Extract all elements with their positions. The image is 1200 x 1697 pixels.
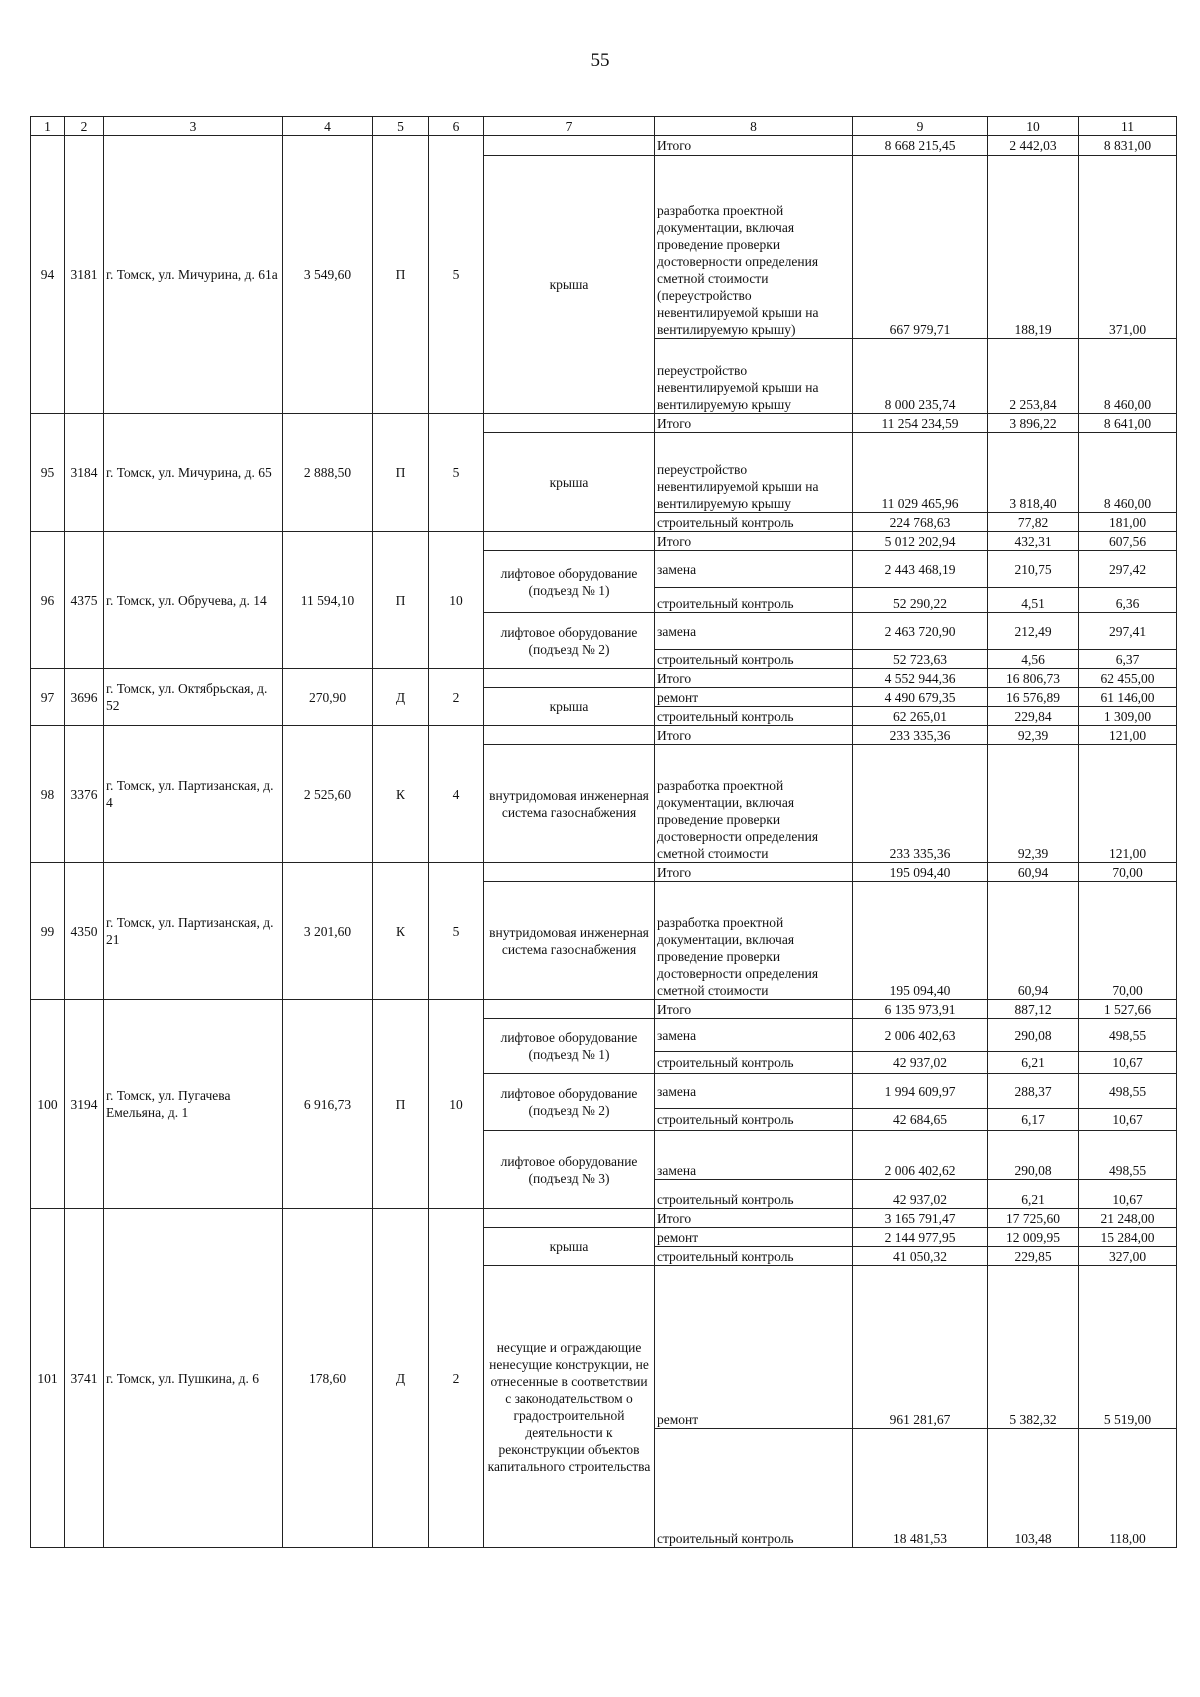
cost-limit: 10,67 [1079, 1052, 1177, 1074]
repair-table [30, 116, 1177, 1548]
work-type: замена [655, 1131, 853, 1180]
area: 2 525,60 [283, 726, 373, 863]
area: 6 916,73 [283, 1000, 373, 1209]
wall-material: П [373, 1000, 429, 1209]
floors: 5 [429, 414, 484, 532]
address: г. Томск, ул. Партизанская, д. 4 [104, 726, 283, 863]
total-label: Итого [655, 414, 853, 433]
structural-element: лифтовое оборудование (подъезд № 2) [484, 1074, 655, 1131]
cost-per-sqm: 432,31 [988, 532, 1079, 551]
cost-value: 3 165 791,47 [853, 1209, 988, 1228]
cost-value: 233 335,36 [853, 726, 988, 745]
address: г. Томск, ул. Партизанская, д. 21 [104, 863, 283, 1000]
address: г. Томск, ул. Пугачева Емельяна, д. 1 [104, 1000, 283, 1209]
total-label: Итого [655, 1000, 853, 1019]
house-code: 3696 [65, 669, 104, 726]
area: 3 201,60 [283, 863, 373, 1000]
total-label: Итого [655, 863, 853, 882]
floors: 4 [429, 726, 484, 863]
table-row [31, 1000, 1177, 1019]
header-cell: 6 [429, 117, 484, 136]
cost-limit: 8 831,00 [1079, 136, 1177, 156]
cost-per-sqm: 5 382,32 [988, 1266, 1079, 1429]
header-cell: 11 [1079, 117, 1177, 136]
page-number: 55 [590, 50, 610, 71]
repair-table-wrap [30, 116, 1177, 1548]
table-row [31, 414, 1177, 433]
cost-value: 2 443 468,19 [853, 551, 988, 588]
work-type: ремонт [655, 688, 853, 707]
structural-element: крыша [484, 433, 655, 532]
floors: 10 [429, 1000, 484, 1209]
cost-limit: 181,00 [1079, 513, 1177, 532]
header-row [31, 117, 1177, 136]
cost-per-sqm: 2 253,84 [988, 339, 1079, 414]
cost-per-sqm: 290,08 [988, 1131, 1079, 1180]
table-row [31, 136, 1177, 156]
work-type: строительный контроль [655, 1052, 853, 1074]
cost-per-sqm: 60,94 [988, 882, 1079, 1000]
cost-limit: 118,00 [1079, 1429, 1177, 1548]
work-type: переустройство невентилируемой крыши на вентилируемую крышу [655, 433, 853, 513]
cost-value: 667 979,71 [853, 156, 988, 339]
cost-value: 6 135 973,91 [853, 1000, 988, 1019]
cost-limit: 10,67 [1079, 1180, 1177, 1209]
cost-value: 195 094,40 [853, 863, 988, 882]
cost-per-sqm: 12 009,95 [988, 1228, 1079, 1247]
cost-per-sqm: 3 818,40 [988, 433, 1079, 513]
cost-value: 42 937,02 [853, 1052, 988, 1074]
work-type: строительный контроль [655, 1109, 853, 1131]
cost-value: 41 050,32 [853, 1247, 988, 1266]
wall-material: Д [373, 1209, 429, 1548]
address: г. Томск, ул. Пушкина, д. 6 [104, 1209, 283, 1548]
header-cell: 3 [104, 117, 283, 136]
cost-per-sqm: 17 725,60 [988, 1209, 1079, 1228]
house-code: 3376 [65, 726, 104, 863]
cost-limit: 15 284,00 [1079, 1228, 1177, 1247]
house-code: 3181 [65, 136, 104, 414]
cost-limit: 21 248,00 [1079, 1209, 1177, 1228]
cost-value: 4 552 944,36 [853, 669, 988, 688]
address: г. Томск, ул. Октябрьская, д. 52 [104, 669, 283, 726]
work-type: разработка проектной документации, включая проведение проверки достоверности определения сметной стоимости [655, 882, 853, 1000]
floors: 10 [429, 532, 484, 669]
cost-per-sqm: 92,39 [988, 726, 1079, 745]
header-cell: 4 [283, 117, 373, 136]
floors: 5 [429, 136, 484, 414]
cost-per-sqm: 210,75 [988, 551, 1079, 588]
total-label: Итого [655, 532, 853, 551]
area: 3 549,60 [283, 136, 373, 414]
cost-value: 233 335,36 [853, 745, 988, 863]
cost-per-sqm: 4,51 [988, 588, 1079, 613]
wall-material: К [373, 863, 429, 1000]
structural-element: несущие и ограждающие ненесущие конструкции, не отнесенные в соответствии с законодательством о градостроительной деятельности к реконструкции объектов капитального строительства [484, 1266, 655, 1548]
work-type: ремонт [655, 1228, 853, 1247]
table-row [31, 669, 1177, 688]
cost-per-sqm: 188,19 [988, 156, 1079, 339]
area: 2 888,50 [283, 414, 373, 532]
structural-element: внутридомовая инженерная система газоснабжения [484, 882, 655, 1000]
cost-value: 224 768,63 [853, 513, 988, 532]
cost-value: 11 254 234,59 [853, 414, 988, 433]
cost-limit: 121,00 [1079, 726, 1177, 745]
structural-element: лифтовое оборудование (подъезд № 1) [484, 1019, 655, 1074]
cost-value: 4 490 679,35 [853, 688, 988, 707]
wall-material: П [373, 414, 429, 532]
cost-limit: 607,56 [1079, 532, 1177, 551]
header-cell: 7 [484, 117, 655, 136]
work-type: строительный контроль [655, 1180, 853, 1209]
structural-element: крыша [484, 156, 655, 414]
cost-per-sqm: 4,56 [988, 650, 1079, 669]
cost-value: 8 668 215,45 [853, 136, 988, 156]
structural-element: внутридомовая инженерная система газоснабжения [484, 745, 655, 863]
work-type: строительный контроль [655, 588, 853, 613]
header-cell: 9 [853, 117, 988, 136]
total-label: Итого [655, 726, 853, 745]
cost-limit: 498,55 [1079, 1019, 1177, 1052]
cost-per-sqm: 16 806,73 [988, 669, 1079, 688]
cost-value: 2 006 402,62 [853, 1131, 988, 1180]
cost-value: 42 684,65 [853, 1109, 988, 1131]
address: г. Томск, ул. Обручева, д. 14 [104, 532, 283, 669]
cost-per-sqm: 6,21 [988, 1052, 1079, 1074]
table-row [31, 1209, 1177, 1228]
cost-value: 195 094,40 [853, 882, 988, 1000]
structural-element: лифтовое оборудование (подъезд № 1) [484, 551, 655, 613]
total-label: Итого [655, 136, 853, 156]
cost-value: 1 994 609,97 [853, 1074, 988, 1109]
cost-value: 52 723,63 [853, 650, 988, 669]
cost-limit: 121,00 [1079, 745, 1177, 863]
address: г. Томск, ул. Мичурина, д. 61а [104, 136, 283, 414]
area: 270,90 [283, 669, 373, 726]
cost-limit: 1 527,66 [1079, 1000, 1177, 1019]
area: 11 594,10 [283, 532, 373, 669]
cost-per-sqm: 103,48 [988, 1429, 1079, 1548]
house-code: 3741 [65, 1209, 104, 1548]
row-number: 101 [31, 1209, 65, 1548]
cost-limit: 6,37 [1079, 650, 1177, 669]
cost-per-sqm: 6,17 [988, 1109, 1079, 1131]
row-number: 98 [31, 726, 65, 863]
work-type: замена [655, 1019, 853, 1052]
house-code: 3194 [65, 1000, 104, 1209]
header-cell: 8 [655, 117, 853, 136]
work-type: строительный контроль [655, 1429, 853, 1548]
cost-limit: 297,42 [1079, 551, 1177, 588]
cost-limit: 6,36 [1079, 588, 1177, 613]
cost-value: 2 144 977,95 [853, 1228, 988, 1247]
address: г. Томск, ул. Мичурина, д. 65 [104, 414, 283, 532]
structural-element: лифтовое оборудование (подъезд № 3) [484, 1131, 655, 1209]
cost-value: 961 281,67 [853, 1266, 988, 1429]
cost-per-sqm: 16 576,89 [988, 688, 1079, 707]
cost-limit: 297,41 [1079, 613, 1177, 650]
cost-limit: 371,00 [1079, 156, 1177, 339]
house-code: 3184 [65, 414, 104, 532]
cost-per-sqm: 60,94 [988, 863, 1079, 882]
cost-per-sqm: 6,21 [988, 1180, 1079, 1209]
work-type: разработка проектной документации, включая проведение проверки достоверности определения сметной стоимости [655, 745, 853, 863]
row-number: 96 [31, 532, 65, 669]
row-number: 100 [31, 1000, 65, 1209]
work-type: разработка проектной документации, включая проведение проверки достоверности определения сметной стоимости (переустройство невентилируемой крыши на вентилируемую крышу) [655, 156, 853, 339]
work-type: строительный контроль [655, 1247, 853, 1266]
cost-value: 52 290,22 [853, 588, 988, 613]
cost-limit: 498,55 [1079, 1131, 1177, 1180]
row-number: 95 [31, 414, 65, 532]
cost-per-sqm: 229,85 [988, 1247, 1079, 1266]
cost-per-sqm: 288,37 [988, 1074, 1079, 1109]
cost-limit: 327,00 [1079, 1247, 1177, 1266]
area: 178,60 [283, 1209, 373, 1548]
cost-limit: 70,00 [1079, 863, 1177, 882]
cost-value: 2 463 720,90 [853, 613, 988, 650]
cost-value: 8 000 235,74 [853, 339, 988, 414]
work-type: ремонт [655, 1266, 853, 1429]
cost-value: 11 029 465,96 [853, 433, 988, 513]
cost-value: 18 481,53 [853, 1429, 988, 1548]
total-label: Итого [655, 1209, 853, 1228]
cost-per-sqm: 887,12 [988, 1000, 1079, 1019]
floors: 5 [429, 863, 484, 1000]
cost-limit: 62 455,00 [1079, 669, 1177, 688]
structural-element: лифтовое оборудование (подъезд № 2) [484, 613, 655, 669]
cost-per-sqm: 212,49 [988, 613, 1079, 650]
total-label: Итого [655, 669, 853, 688]
cost-per-sqm: 77,82 [988, 513, 1079, 532]
header-cell: 5 [373, 117, 429, 136]
table-row [31, 726, 1177, 745]
work-type: строительный контроль [655, 707, 853, 726]
house-code: 4375 [65, 532, 104, 669]
wall-material: Д [373, 669, 429, 726]
cost-limit: 1 309,00 [1079, 707, 1177, 726]
wall-material: П [373, 532, 429, 669]
cost-limit: 8 641,00 [1079, 414, 1177, 433]
floors: 2 [429, 1209, 484, 1548]
work-type: замена [655, 1074, 853, 1109]
table-row [31, 863, 1177, 882]
row-number: 94 [31, 136, 65, 414]
table-row [31, 532, 1177, 551]
row-number: 99 [31, 863, 65, 1000]
cost-per-sqm: 92,39 [988, 745, 1079, 863]
cost-limit: 498,55 [1079, 1074, 1177, 1109]
wall-material: П [373, 136, 429, 414]
cost-value: 42 937,02 [853, 1180, 988, 1209]
cost-per-sqm: 2 442,03 [988, 136, 1079, 156]
cost-value: 5 012 202,94 [853, 532, 988, 551]
work-type: строительный контроль [655, 513, 853, 532]
cost-value: 62 265,01 [853, 707, 988, 726]
cost-value: 2 006 402,63 [853, 1019, 988, 1052]
structural-element: крыша [484, 1228, 655, 1266]
cost-per-sqm: 3 896,22 [988, 414, 1079, 433]
header-cell: 2 [65, 117, 104, 136]
structural-element: крыша [484, 688, 655, 726]
cost-per-sqm: 229,84 [988, 707, 1079, 726]
work-type: замена [655, 613, 853, 650]
work-type: строительный контроль [655, 650, 853, 669]
work-type: замена [655, 551, 853, 588]
cost-per-sqm: 290,08 [988, 1019, 1079, 1052]
cost-limit: 70,00 [1079, 882, 1177, 1000]
row-number: 97 [31, 669, 65, 726]
floors: 2 [429, 669, 484, 726]
cost-limit: 61 146,00 [1079, 688, 1177, 707]
cost-limit: 8 460,00 [1079, 339, 1177, 414]
house-code: 4350 [65, 863, 104, 1000]
cost-limit: 5 519,00 [1079, 1266, 1177, 1429]
header-cell: 1 [31, 117, 65, 136]
wall-material: К [373, 726, 429, 863]
cost-limit: 10,67 [1079, 1109, 1177, 1131]
header-cell: 10 [988, 117, 1079, 136]
cost-limit: 8 460,00 [1079, 433, 1177, 513]
work-type: переустройство невентилируемой крыши на вентилируемую крышу [655, 339, 853, 414]
